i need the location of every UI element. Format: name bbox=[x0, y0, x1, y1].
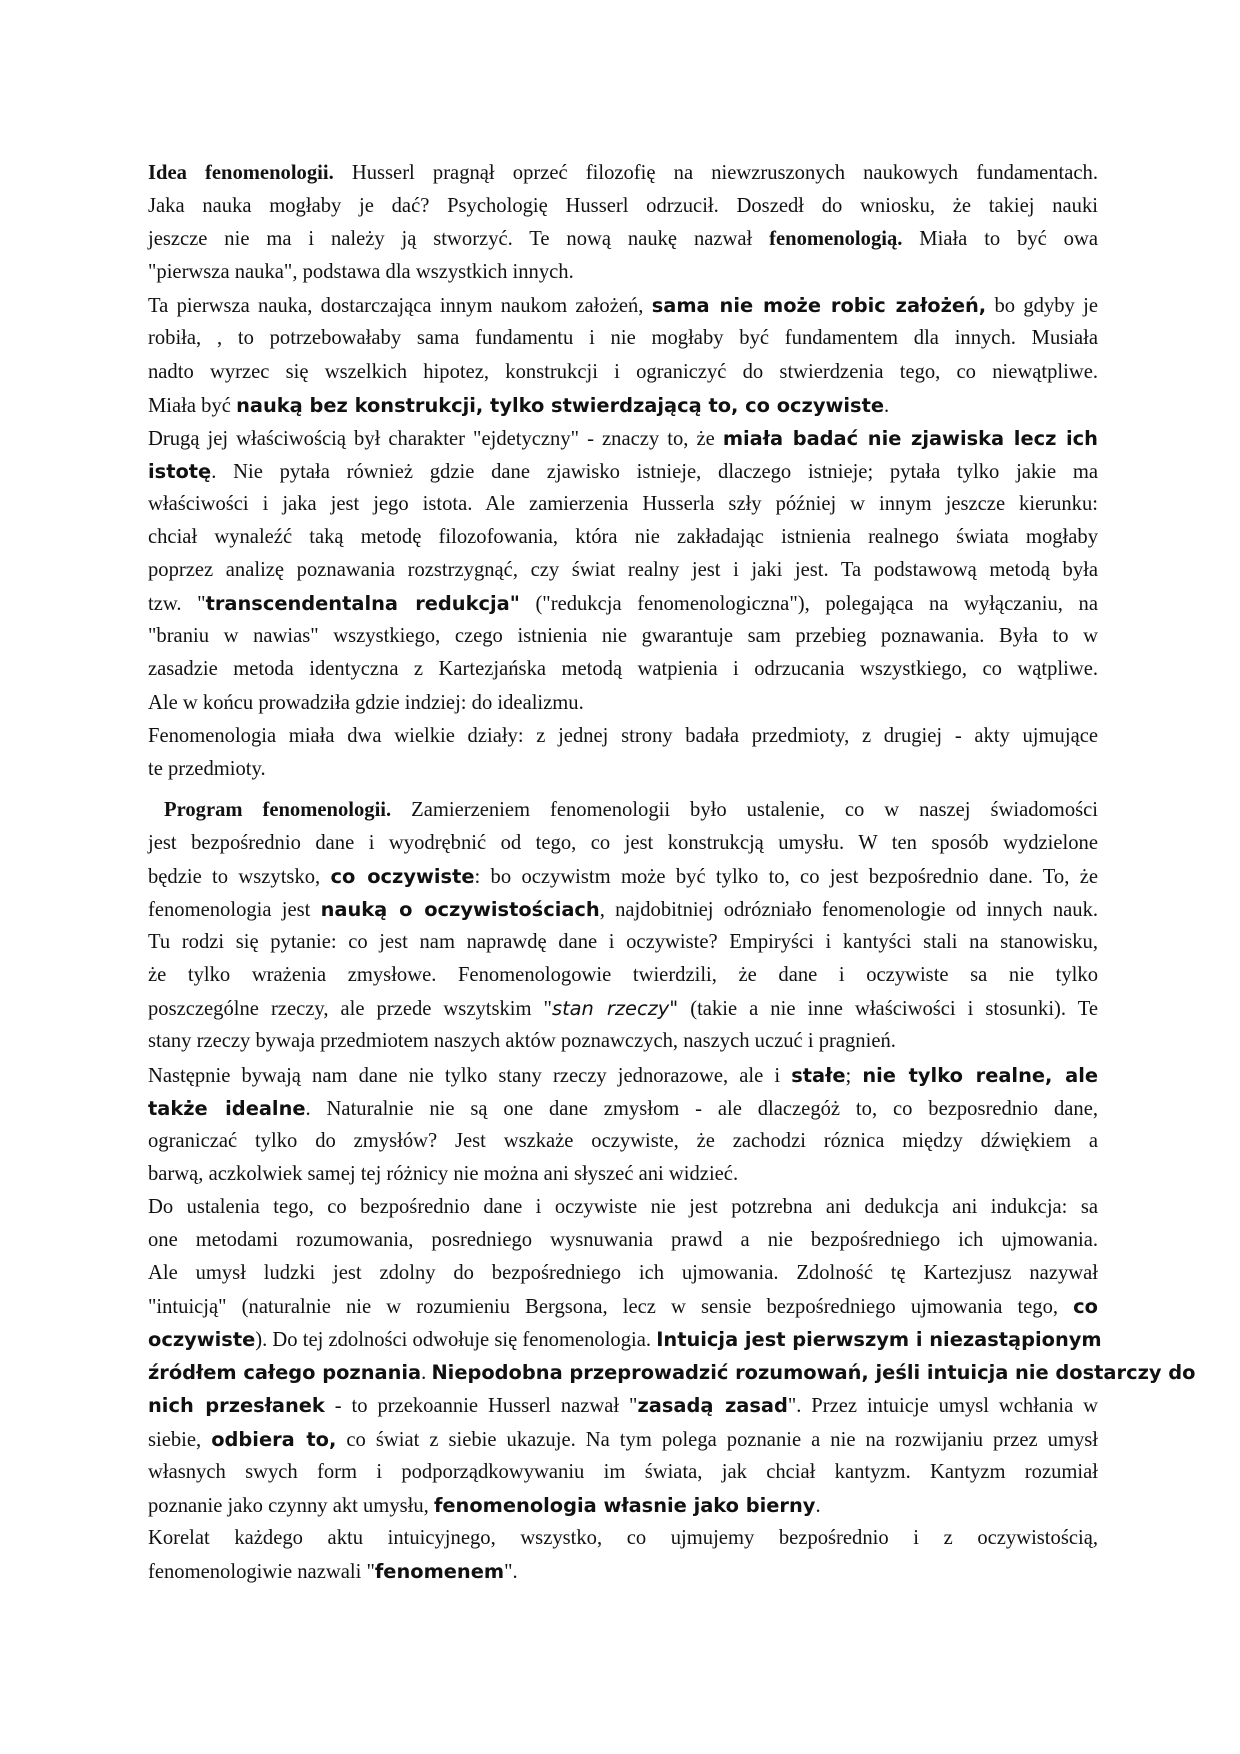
text-line-content bbox=[148, 926, 1098, 959]
text-line bbox=[148, 992, 1098, 1025]
body-text: . Nie pytała również gdzie dane zjawisko istnieje, dlaczego istnieje; pytała tylko jakie ma bbox=[211, 460, 1098, 483]
text-line bbox=[148, 1356, 1196, 1389]
body-text: własnych swych form i podporządkowywaniu im świata, jak chciał kantyzm. Kantyzm rozumiał bbox=[148, 1460, 1098, 1483]
text-line-content bbox=[148, 1257, 1098, 1290]
body-text: Miała być bbox=[148, 394, 237, 417]
text-line-content bbox=[148, 356, 1098, 389]
emphasized-text: oczywiste bbox=[148, 1328, 256, 1352]
text-line-content bbox=[148, 422, 1098, 456]
text-line bbox=[148, 653, 1098, 686]
body-text: Korelat każdego aktu intuicyjnego, wszystko, co ujmujemy bezpośrednio i z oczywistością, bbox=[148, 1526, 1098, 1549]
emphasized-text: transcendentalna redukcja" bbox=[205, 592, 520, 616]
body-text: Drugą jej właściwością był charakter "ejdetyczny" - znaczy to, że bbox=[148, 427, 723, 450]
emphasized-text: istotę bbox=[148, 459, 212, 483]
text-line-content bbox=[164, 794, 1098, 827]
text-line bbox=[148, 620, 1098, 653]
text-line-content bbox=[148, 157, 1098, 190]
body-text: poszczególne rzeczy, ale przede wszytskim " bbox=[148, 998, 552, 1021]
text-line bbox=[148, 1555, 1098, 1588]
emphasized-text: fenomenem bbox=[374, 1559, 505, 1583]
text-line bbox=[148, 1522, 1098, 1555]
text-line-content bbox=[148, 1423, 1098, 1457]
text-line-content bbox=[148, 322, 1098, 355]
text-line bbox=[148, 1389, 1098, 1422]
text-line bbox=[148, 1224, 1098, 1257]
text-line-content bbox=[148, 758, 266, 780]
body-text: ". bbox=[504, 1560, 518, 1583]
body-text: chciał wynaleźć taką metodę filozofowania, która nie zakładając istnienia realnego świata mogłaby bbox=[148, 526, 1098, 549]
text-line-content bbox=[148, 223, 1098, 256]
body-text: "braniu w nawias" wszystkiego, czego istnienia nie gwarantuje sam przebieg poznawania. Była to w bbox=[148, 625, 1098, 648]
text-line-content bbox=[148, 261, 574, 283]
text-line-content bbox=[148, 1163, 738, 1185]
text-line-content bbox=[148, 1030, 896, 1052]
body-text: co świat z siebie ukazuje. Na tym polega poznanie a nie na rozwijaniu przez umysł bbox=[336, 1428, 1098, 1451]
text-line-content bbox=[148, 827, 1098, 860]
body-text: barwą, aczkolwiek samej tej różnicy nie można ani słyszeć ani widzieć. bbox=[148, 1162, 739, 1185]
text-line bbox=[148, 720, 1098, 753]
text-line-content bbox=[148, 992, 1098, 1026]
body-text: ". Przez intuicje umysl wchłania w bbox=[787, 1395, 1099, 1418]
text-line-content bbox=[148, 1456, 1098, 1489]
body-text: Ale umysł ludzki jest zdolny do bezpośredniego ich ujmowania. Zdolność tę Kartezjusz nazywał bbox=[148, 1262, 1098, 1285]
text-line bbox=[148, 827, 1098, 860]
text-line bbox=[148, 1025, 1098, 1058]
section-idea-fenomenologii bbox=[148, 157, 1098, 786]
emphasized-text: źródłem całego poznania bbox=[148, 1361, 422, 1385]
text-line bbox=[148, 959, 1098, 992]
text-line bbox=[148, 1290, 1098, 1323]
text-line bbox=[148, 455, 1098, 488]
body-text: poprzez analizę poznawania rozstrzygnąć, czy świat realny jest i jaki jest. Ta podstawową metodą była bbox=[148, 559, 1098, 582]
body-text: Ta pierwsza nauka, dostarczająca innym naukom założeń, bbox=[148, 295, 652, 318]
text-line bbox=[148, 356, 1098, 389]
emphasized-text: co bbox=[1073, 1295, 1098, 1319]
body-text: , najdobitniej odrózniało fenomenologie od innych nauk. bbox=[599, 899, 1099, 922]
body-text: Tu rodzi się pytanie: co jest nam naprawdę dane i oczywiste? Empiryści i kantyści stali na stanowisku, bbox=[148, 931, 1098, 954]
text-line bbox=[148, 1158, 1098, 1191]
text-line-content bbox=[148, 1059, 1098, 1093]
body-text: że tylko wrażenia zmysłowe. Fenomenologowie twierdzili, że dane i oczywiste sa nie tylko bbox=[148, 964, 1098, 987]
text-line-content bbox=[148, 1561, 518, 1583]
text-line bbox=[148, 190, 1098, 223]
text-line bbox=[148, 687, 1098, 720]
body-text: Ale w końcu prowadziła gdzie indziej: do idealizmu. bbox=[148, 691, 584, 714]
text-line bbox=[148, 860, 1098, 893]
emphasized-text: odbiera to, bbox=[211, 1427, 337, 1451]
emphasized-text: Idea fenomenologii. bbox=[148, 162, 334, 184]
body-text: one metodami rozumowania, posredniego wysnuwania prawd a nie bezpośredniego ich ujmowania. bbox=[148, 1229, 1098, 1251]
text-line-content bbox=[148, 860, 1098, 894]
text-line bbox=[148, 1059, 1098, 1092]
body-text: "intuicją" (naturalnie nie w rozumieniu Bergsona, lecz w sensie bezpośredniego ujmowania tego, bbox=[148, 1296, 1074, 1319]
body-text: ; bbox=[845, 1064, 863, 1087]
text-line-content bbox=[148, 1191, 1098, 1224]
body-text: Miała to być owa bbox=[902, 228, 1098, 251]
body-text: siebie, bbox=[148, 1428, 212, 1451]
text-line-content bbox=[148, 521, 1098, 554]
body-text: Jaka nauka mogłaby je dać? Psychologię Husserl odrzucił. Doszedł do wniosku, że takiej nauki bbox=[148, 195, 1098, 218]
text-line-content bbox=[148, 190, 1098, 223]
text-line-content bbox=[148, 1125, 1098, 1158]
text-line-content bbox=[148, 620, 1098, 653]
text-line bbox=[148, 794, 1098, 827]
body-text: Do ustalenia tego, co bezpośrednio dane i oczywiste nie jest potzrebna ani dedukcja ani indukcja: sa bbox=[148, 1195, 1098, 1218]
text-line-content bbox=[148, 587, 1098, 621]
text-line bbox=[148, 926, 1098, 959]
text-line-content bbox=[148, 1290, 1098, 1324]
emphasized-text: nauką bez konstrukcji, tylko stwierdzającą to, co oczywiste bbox=[236, 393, 884, 417]
text-line bbox=[148, 1191, 1098, 1224]
text-line bbox=[148, 289, 1098, 322]
body-text: - to przekoannie Husserl nazwał " bbox=[324, 1395, 638, 1418]
body-text: Następnie bywają nam dane nie tylko stany rzeczy jednorazowe, ale i bbox=[148, 1064, 792, 1087]
body-text: te przedmioty. bbox=[148, 757, 266, 780]
text-line-content bbox=[148, 395, 889, 417]
body-text: jest bezpośrednio dane i wyodrębnić od tego, co jest konstrukcją umysłu. W ten sposób wydzielone bbox=[148, 831, 1098, 854]
body-text: nadto wyrzec się wszelkich hipotez, konstrukcji i ograniczyć do stwierdzenia tego, co niewątpliwe. bbox=[148, 360, 1098, 383]
emphasized-text: stan rzeczy" bbox=[551, 997, 679, 1021]
emphasized-text: fenomenologia własnie jako bierny bbox=[433, 1493, 816, 1517]
document-page bbox=[148, 157, 1196, 1588]
emphasized-text: Program fenomenologii. bbox=[164, 798, 392, 821]
emphasized-text: także idealne bbox=[148, 1096, 306, 1120]
text-line bbox=[148, 893, 1098, 926]
text-line-content bbox=[148, 1522, 1098, 1555]
text-line bbox=[148, 554, 1098, 587]
body-text: fenomenologiwie nazwali " bbox=[148, 1560, 375, 1583]
body-text: zasadzie metoda identyczna z Kartezjańska metodą watpienia i odrzucania wszystkiego, co wątpliwe. bbox=[148, 658, 1098, 681]
body-text: ("redukcja fenomenologiczna"), polegająca na wyłączaniu, na bbox=[519, 593, 1098, 616]
text-line bbox=[148, 1125, 1098, 1158]
body-text: będzie to wszytsko, bbox=[148, 865, 331, 888]
emphasized-text: Niepodobna przeprowadzić rozumowań, jeśli intuicja nie dostarczy do bbox=[431, 1361, 1196, 1385]
body-text: Zamierzeniem fenomenologii było ustalenie, co w naszej świadomości bbox=[391, 798, 1098, 821]
text-line-content bbox=[148, 1495, 821, 1517]
body-text: Fenomenologia miała dwa wielkie działy: z jednej strony badała przedmioty, z drugiej - akty ujmujące bbox=[148, 724, 1098, 747]
text-line bbox=[148, 521, 1098, 554]
text-line-content bbox=[148, 720, 1098, 753]
emphasized-text: nich przesłanek bbox=[148, 1394, 325, 1418]
body-text: fenomenologia jest bbox=[148, 899, 321, 922]
text-line-content bbox=[148, 893, 1098, 927]
text-line bbox=[148, 1323, 1102, 1356]
body-text: właściwości i jaka jest jego istota. Ale zamierzenia Husserla szły później w innym jeszcze kierunku: bbox=[148, 492, 1098, 515]
body-text: . bbox=[421, 1362, 432, 1385]
body-text: robiła, , to potrzebowałaby sama fundamentu i nie mogłaby być fundamentem dla innych. Musiała bbox=[148, 327, 1098, 350]
text-line-content bbox=[148, 455, 1098, 489]
emphasized-text: sama nie może robic założeń, bbox=[651, 294, 987, 318]
text-line-content bbox=[148, 488, 1098, 521]
text-line bbox=[148, 223, 1098, 256]
text-line-content bbox=[148, 959, 1098, 992]
text-line bbox=[148, 322, 1098, 355]
text-line bbox=[148, 488, 1098, 521]
body-text: Husserl pragnął oprzeć filozofię na niewzruszonych naukowych fundamentach. bbox=[333, 162, 1098, 184]
emphasized-text: zasadą zasad bbox=[637, 1394, 788, 1418]
body-text: "pierwsza nauka", podstawa dla wszystkich innych. bbox=[148, 261, 574, 284]
body-text: jeszcze nie ma i należy ją stworzyć. Te nową naukę nazwał bbox=[148, 228, 770, 251]
section-program-fenomenologii bbox=[148, 794, 1196, 1588]
text-line-content bbox=[148, 1356, 1196, 1390]
text-line bbox=[148, 753, 1098, 786]
body-text: stany rzeczy bywaja przedmiotem naszych aktów poznawczych, naszych uczuć i pragnień. bbox=[148, 1030, 896, 1053]
text-line bbox=[148, 1257, 1098, 1290]
emphasized-text: fenomenologią. bbox=[769, 228, 903, 251]
text-line-content bbox=[148, 289, 1098, 323]
body-text: . bbox=[815, 1494, 821, 1517]
text-line-content bbox=[148, 692, 584, 714]
body-text: poznanie jako czynny akt umysłu, bbox=[148, 1494, 434, 1517]
text-line bbox=[148, 422, 1098, 455]
text-line-content bbox=[148, 1323, 1102, 1357]
body-text: (takie a nie inne właściwości i stosunki). Te bbox=[678, 998, 1098, 1021]
text-line bbox=[148, 1092, 1098, 1125]
text-line-content bbox=[148, 1224, 1098, 1257]
emphasized-text: miała badać nie zjawiska lecz ich bbox=[722, 426, 1098, 450]
emphasized-text: stałe bbox=[791, 1063, 846, 1087]
text-line-content bbox=[148, 1092, 1098, 1126]
text-line bbox=[148, 1456, 1098, 1489]
text-line bbox=[148, 1423, 1098, 1456]
body-text: : bo oczywistm może być tylko to, co jest bezpośrednio dane. To, że bbox=[474, 865, 1098, 888]
emphasized-text: nauką o oczywistościach bbox=[320, 898, 600, 922]
text-line bbox=[148, 587, 1098, 620]
body-text: bo gdyby je bbox=[986, 295, 1098, 318]
text-line bbox=[148, 1489, 1098, 1522]
text-line bbox=[148, 256, 1098, 289]
text-line-content bbox=[148, 653, 1098, 686]
body-text: . bbox=[884, 394, 890, 417]
body-text: . Naturalnie nie są one dane zmysłom - ale dlaczegóż to, co bezposrednio dane, bbox=[305, 1097, 1098, 1120]
body-text: tzw. " bbox=[148, 593, 206, 616]
body-text: ograniczać tylko do zmysłów? Jest wszkaże oczywiste, że zachodzi róznica między dźwiękiem a bbox=[148, 1129, 1098, 1152]
emphasized-text: co oczywiste bbox=[330, 864, 475, 888]
text-line bbox=[148, 389, 1098, 422]
text-line-content bbox=[148, 1389, 1098, 1423]
body-text: ). Do tej zdolności odwołuje się fenomenologia. bbox=[255, 1329, 657, 1352]
text-line-content bbox=[148, 554, 1098, 587]
emphasized-text: Intuicja jest pierwszym i niezastąpionym bbox=[656, 1328, 1102, 1352]
text-line bbox=[148, 157, 1098, 190]
emphasized-text: nie tylko realne, ale bbox=[862, 1063, 1099, 1087]
